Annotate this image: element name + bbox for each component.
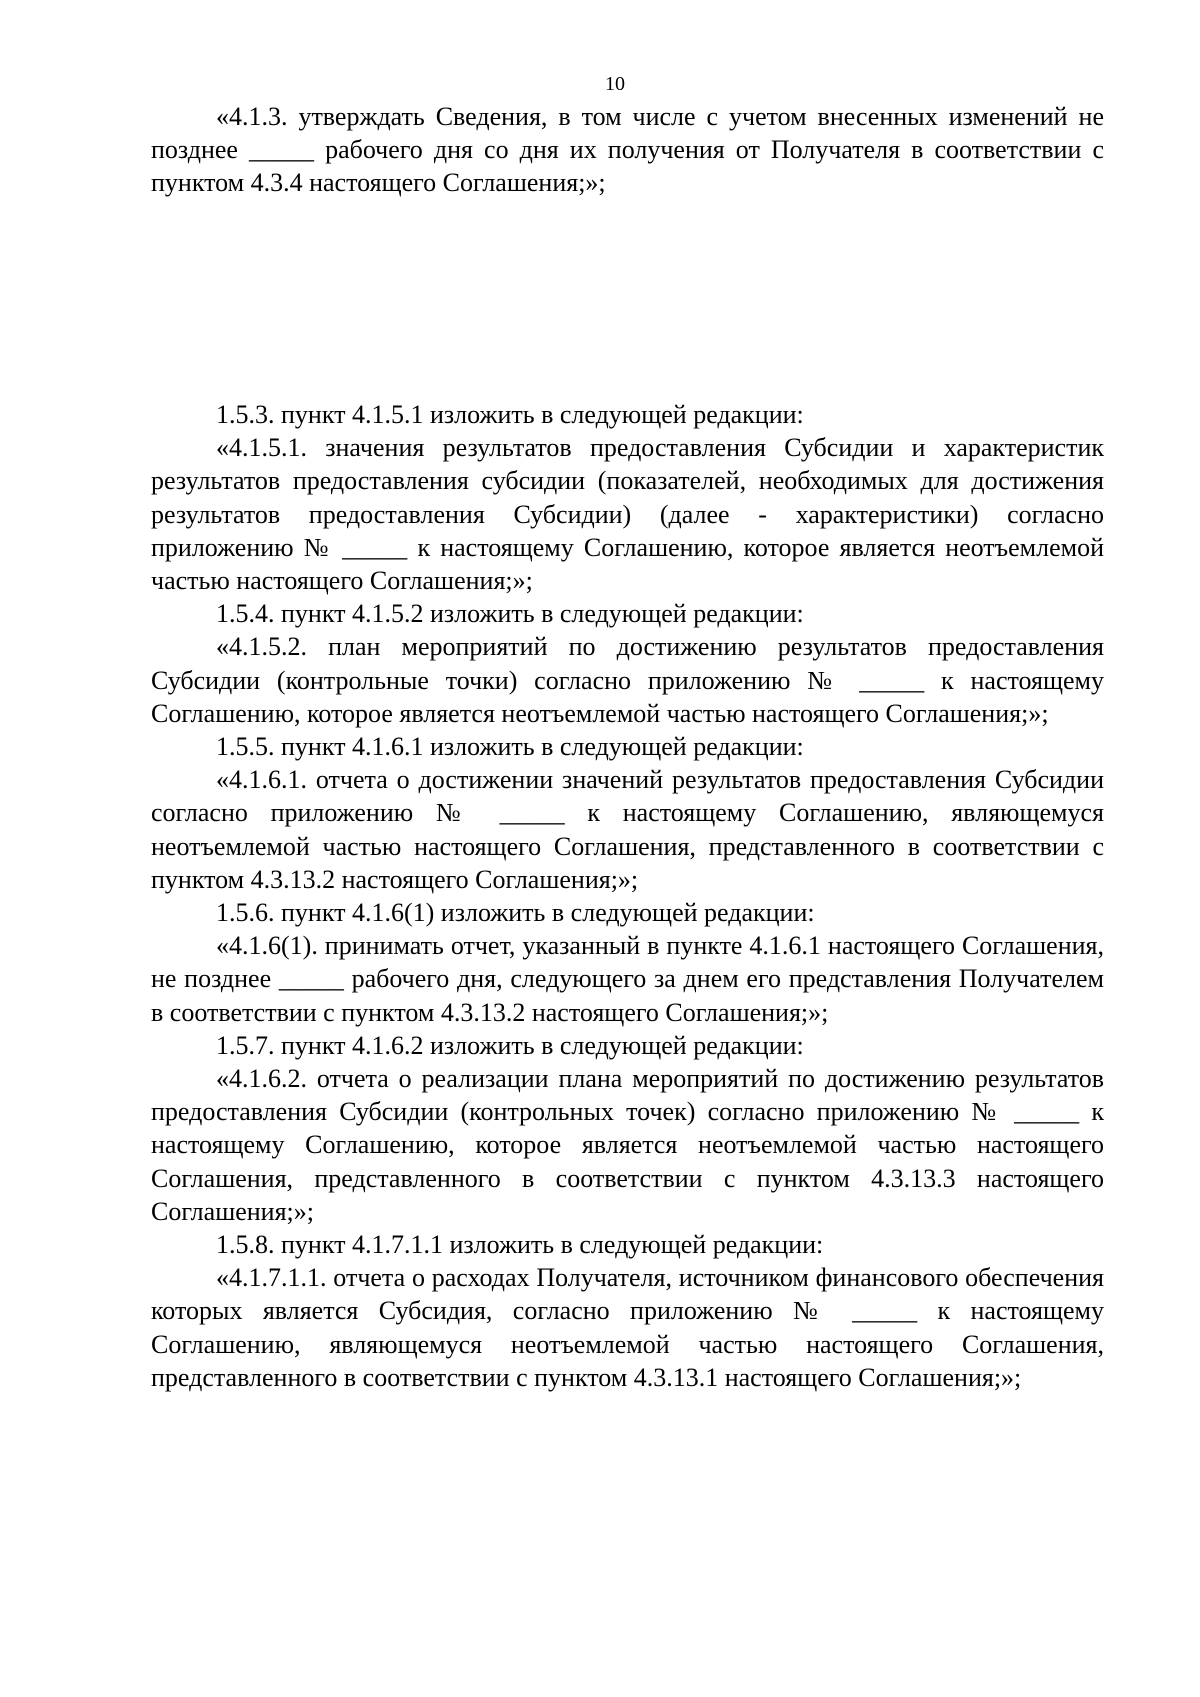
paragraph-4-1-7-1-1: «4.1.7.1.1. отчета о расходах Получателя, источником финансового обеспечения которых является Субсидия, согласно приложению № _____ к настоящему Соглашению, являющемуся неотъемлемой частью настоящего Соглашения, представленного в соответствии с пунктом 4.3.13.1 настоящего Соглашения;»;: [151, 1263, 1104, 1392]
paragraph-4-1-5-1: «4.1.5.1. значения результатов предоставления Субсидии и характеристик результатов предоставления субсидии (показателей, необходимых для достижения результатов предоставления Субсидии) (далее - характеристики) согласно приложению № _____ к настоящему Соглашению, которое является неотъемлемой частью настоящего Соглашения;»;: [151, 433, 1104, 596]
paragraph-1-5-3: 1.5.3. пункт 4.1.5.1 изложить в следующей редакции:: [216, 400, 804, 429]
paragraph-1-5-8: 1.5.8. пункт 4.1.7.1.1 изложить в следующей редакции:: [216, 1230, 824, 1260]
paragraph-4-1-6-2: «4.1.6.2. отчета о реализации плана мероприятий по достижению результатов предоставления Субсидии (контрольных точек) согласно приложению № _____ к настоящему Соглашению, которое является неотъемлемой частью настоящего Соглашения, представленного в соответствии с пунктом 4.3.13.3 настоящего Соглашения;»;: [151, 1064, 1104, 1226]
paragraph-4-1-6-1: «4.1.6.1. отчета о достижении значений результатов предоставления Субсидии согласно приложению № _____ к настоящему Соглашению, являющемуся неотъемлемой частью настоящего Соглашения, представленного в соответствии с пунктом 4.3.13.2 настоящего Соглашения;»;: [151, 765, 1104, 894]
top-text-block: [151, 100, 1104, 200]
paragraph-1-5-6: 1.5.6. пункт 4.1.6(1) изложить в следующей редакции:: [216, 898, 815, 928]
page-number: 10: [605, 73, 625, 95]
paragraph-4-1-5-2: «4.1.5.2. план мероприятий по достижению результатов предоставления Субсидии (контрольные точки) согласно приложению № _____ к настоящему Соглашению, которое является неотъемлемой частью настоящего Соглашения;»;: [151, 632, 1104, 728]
paragraph-4-1-3: «4.1.3. утверждать Сведения, в том числе с учетом внесенных изменений не позднее _____ рабочего дня со дня их получения от Получателя в соответствии с пунктом 4.3.4 настоящего Соглашения;»;: [151, 102, 1104, 198]
paragraph-1-5-7: 1.5.7. пункт 4.1.6.2 изложить в следующей редакции:: [216, 1030, 804, 1060]
paragraph-1-5-4: 1.5.4. пункт 4.1.5.2 изложить в следующей редакции:: [216, 599, 804, 629]
paragraph-1-5-5: 1.5.5. пункт 4.1.6.1 изложить в следующей редакции:: [216, 732, 804, 762]
main-text-block: [151, 398, 1104, 1394]
paragraph-4-1-6-1-bracket: «4.1.6(1). принимать отчет, указанный в пункте 4.1.6.1 настоящего Соглашения, не позднее _____ рабочего дня, следующего за днем его представления Получателем в соответствии с пунктом 4.3.13.2 настоящего Соглашения;»;: [151, 931, 1104, 1027]
